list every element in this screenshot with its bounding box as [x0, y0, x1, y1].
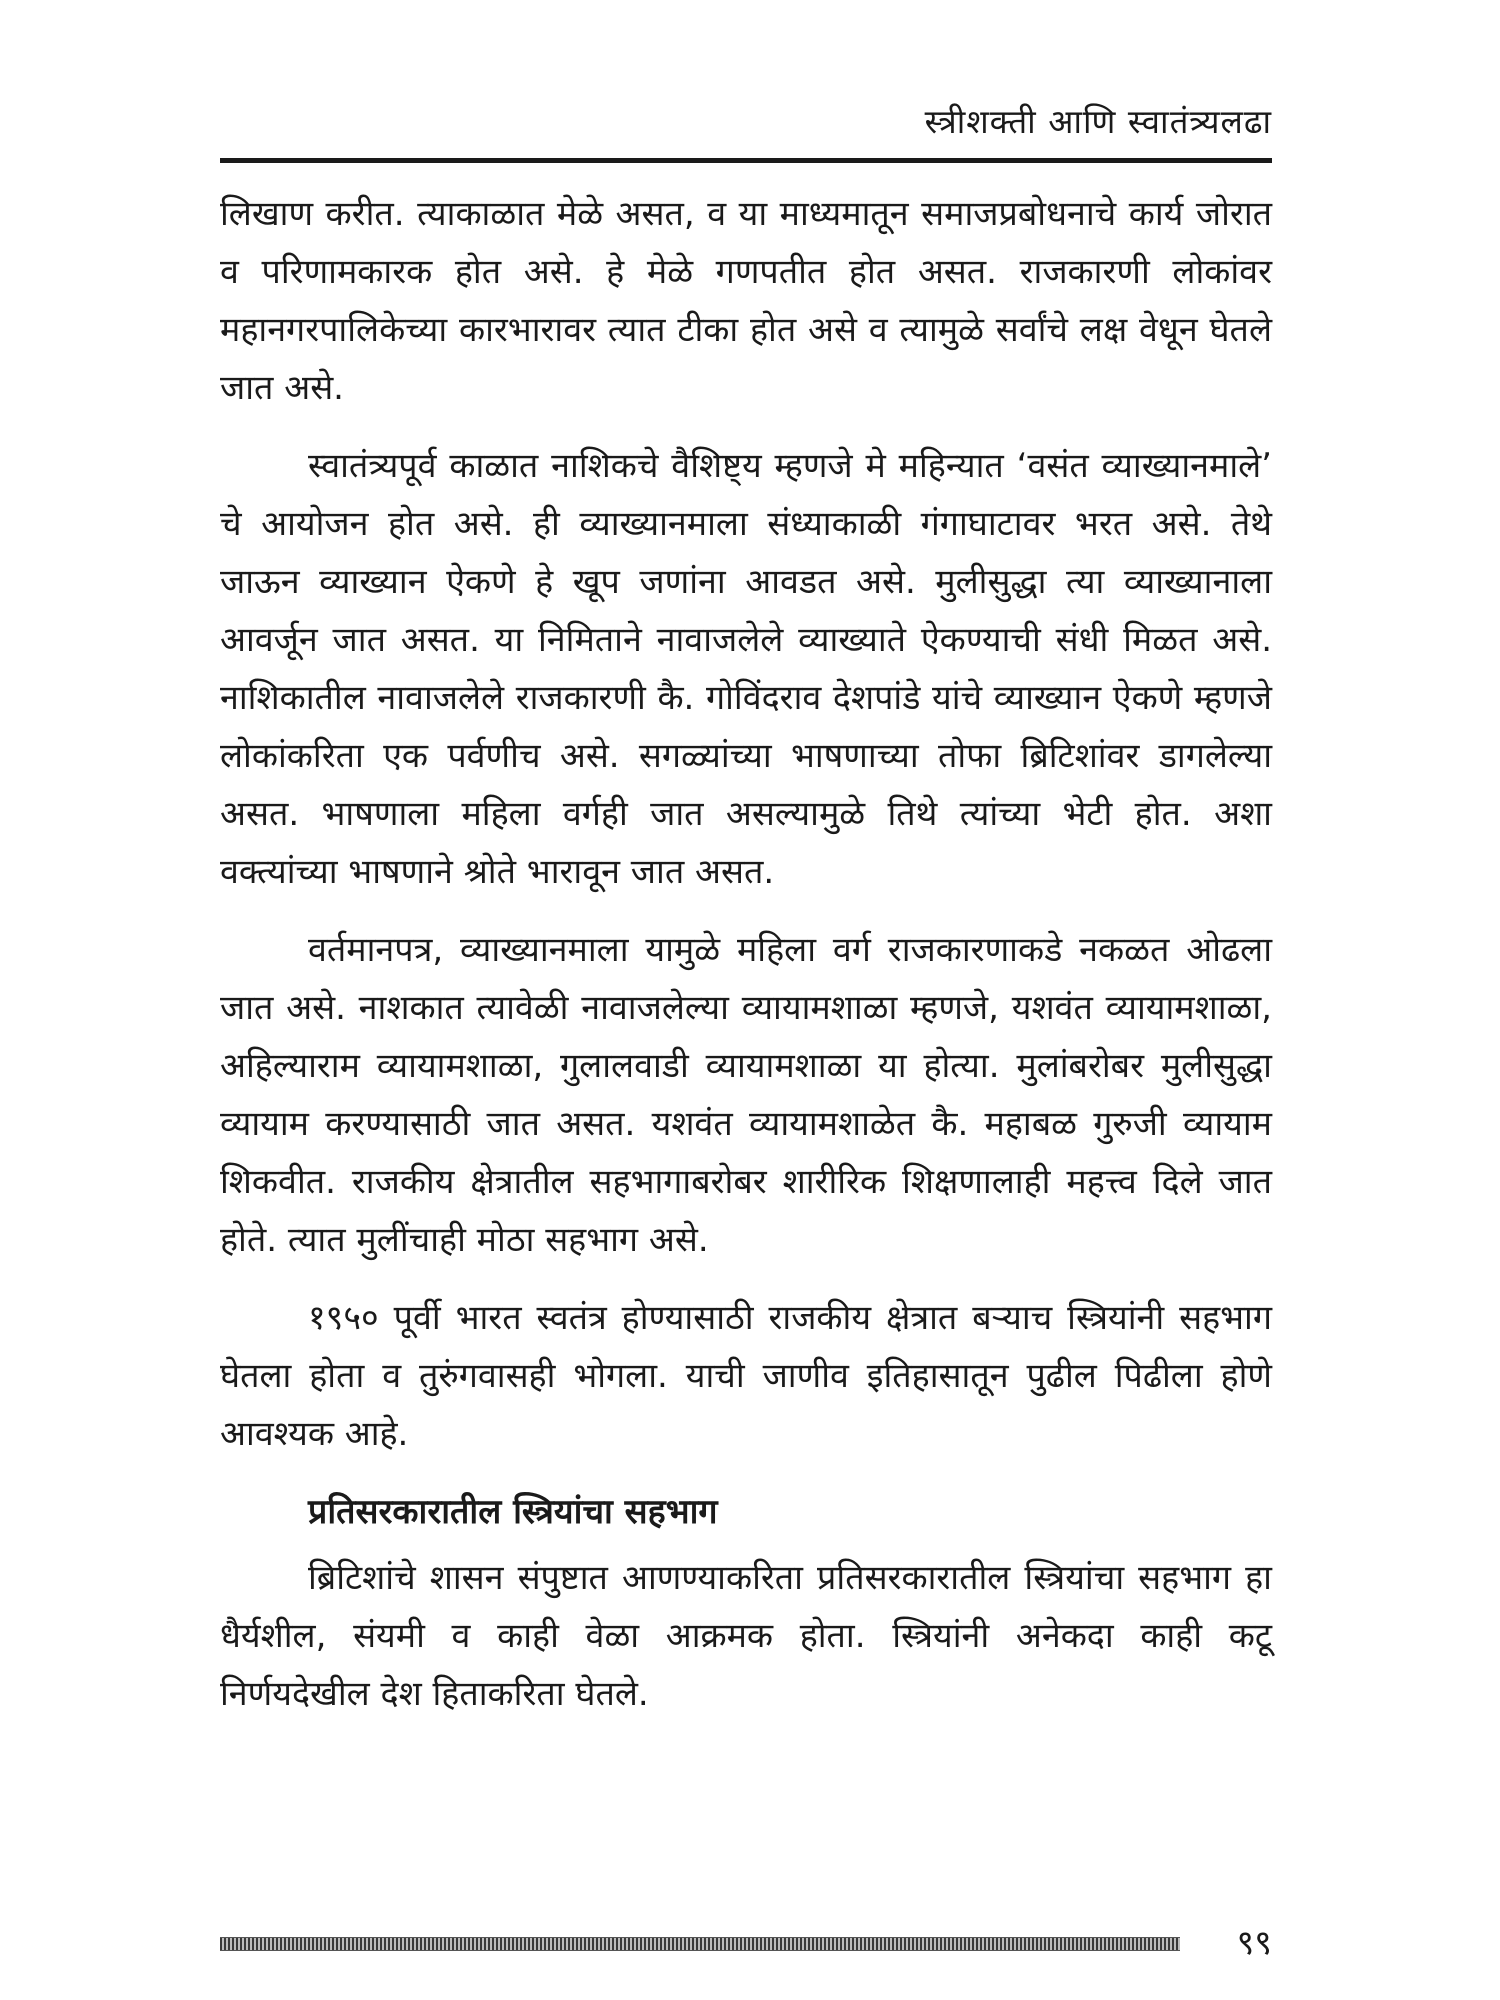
running-header-title: स्त्रीशक्ती आणि स्वातंत्र्यलढा	[924, 102, 1272, 141]
section-subheading: प्रतिसरकारातील स्त्रियांचा सहभाग	[308, 1492, 718, 1532]
body-text	[220, 185, 1272, 1743]
paragraph-pratisarkar: ब्रिटिशांचे शासन संपुष्टात आणण्याकरिता प्रतिसरकारातील स्त्रियांचा सहभाग हा धैर्यशील, संयमी व काही वेळा आक्रमक होता. स्त्रियांनी अनेकदा काही कटू निर्णयदेखील देश हिताकरिता घेतले.	[220, 1558, 1272, 1714]
paragraph-1950: १९५० पूर्वी भारत स्वतंत्र होण्यासाठी राजकीय क्षेत्रात बऱ्याच स्त्रियांनी सहभाग घेतला होता व तुरुंगवासही भोगला. याची जाणीव इतिहासातून पुढील पिढीला होणे आवश्यक आहे.	[220, 1298, 1272, 1454]
paragraph-vasant-vyakhyanmala: स्वातंत्र्यपूर्व काळात नाशिकचे वैशिष्ट्य म्हणजे मे महिन्यात ‘वसंत व्याख्यानमाले’ चे आयोजन होत असे. ही व्याख्यानमाला संध्याकाळी गंगाघाटावर भरत असे. तेथे जाऊन व्याख्यान ऐकणे हे खूप जणांना आवडत असे. मुलीसुद्धा त्या व्याख्यानाला आवर्जून जात असत. या निमिताने नावाजलेले व्याख्याते ऐकण्याची संधी मिळत असे. नाशिकातील नावाजलेले राजकारणी कै. गोविंदराव देशपांडे यांचे व्याख्यान ऐकणे म्हणजे लोकांकरिता एक पर्वणीच असे. सगळ्यांच्या भाषणाच्या तोफा ब्रिटिशांवर डागलेल्या असत. भाषणाला महिला वर्गही जात असल्यामुळे तिथे त्यांच्या भेटी होत. अशा वक्त्यांच्या भाषणाने श्रोते भारावून जात असत.	[220, 446, 1272, 892]
header-rule	[220, 158, 1272, 163]
paragraph-vyayamshala: वर्तमानपत्र, व्याख्यानमाला यामुळे महिला वर्ग राजकारणाकडे नकळत ओढला जात असे. नाशकात त्यावेळी नावाजलेल्या व्यायामशाळा म्हणजे, यशवंत व्यायामशाळा, अहिल्याराम व्यायामशाळा, गुलालवाडी व्यायामशाळा या होत्या. मुलांबरोबर मुलीसुद्धा व्यायाम करण्यासाठी जात असत. यशवंत व्यायामशाळेत कै. महाबळ गुरुजी व्यायाम शिकवीत. राजकीय क्षेत्रातील सहभागाबरोबर शारीरिक शिक्षणालाही महत्त्व दिले जात होते. त्यात मुलींचाही मोठा सहभाग असे.	[220, 930, 1272, 1260]
footer-decorative-bar	[220, 1937, 1180, 1951]
paragraph-continuation: लिखाण करीत. त्याकाळात मेळे असत, व या माध्यमातून समाजप्रबोधनाचे कार्य जोरात व परिणामकारक होत असे. हे मेळे गणपतीत होत असत. राजकारणी लोकांवर महानगरपालिकेच्या कारभारावर त्यात टीका होत असे व त्यामुळे सर्वांचे लक्ष वेधून घेतले जात असे.	[220, 194, 1272, 408]
page-number: ९९	[1236, 1923, 1272, 1963]
